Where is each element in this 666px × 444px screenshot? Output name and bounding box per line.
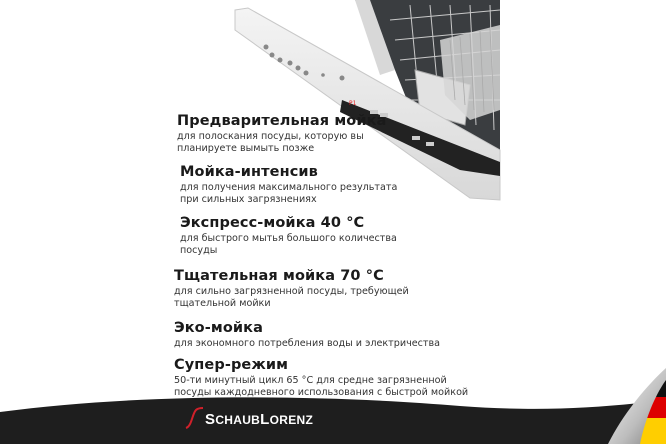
feature-desc: для быстрого мытья большого количества	[180, 233, 397, 244]
feature-desc: для сильно загрязненной посуды, требующей	[174, 286, 409, 297]
logo-text: ORENZ	[269, 413, 314, 427]
feature-title: Экспресс-мойка 40 °C	[180, 215, 365, 231]
feature-express	[180, 215, 397, 257]
feature-desc: для получения максимального результата	[180, 182, 398, 193]
feature-desc: для полоскания посуды, которую вы	[177, 131, 364, 142]
feature-prewash	[177, 113, 386, 155]
feature-super	[174, 357, 468, 399]
feature-desc: при сильных загрязнениях	[180, 194, 317, 205]
feature-title: Эко-мойка	[174, 320, 263, 336]
brand-banner	[0, 397, 666, 444]
logo-letter: L	[260, 411, 270, 428]
brand-logo	[205, 411, 313, 428]
feature-thorough	[174, 268, 409, 310]
feature-desc: посуды	[180, 245, 218, 256]
logo-letter: S	[205, 411, 216, 428]
feature-desc: 50-ти минутный цикл 65 °C для средне загрязненной	[174, 375, 447, 386]
feature-desc: для экономного потребления воды и электричества	[174, 338, 441, 349]
feature-title: Супер-режим	[174, 357, 289, 373]
logo-text: CHAUB	[215, 413, 261, 427]
feature-desc: посуды каждодневного использования с быстрой мойкой	[174, 387, 469, 398]
feature-title: Мойка-интенсив	[180, 164, 318, 180]
feature-title: Тщательная мойка 70 °C	[174, 268, 384, 284]
feature-eco	[174, 320, 440, 350]
feature-desc: планируете вымыть позже	[177, 143, 315, 154]
display-code: P1	[349, 100, 357, 107]
feature-title: Предварительная мойка	[177, 113, 387, 129]
feature-intensive	[180, 164, 397, 206]
feature-desc: тщательной мойки	[174, 298, 271, 309]
